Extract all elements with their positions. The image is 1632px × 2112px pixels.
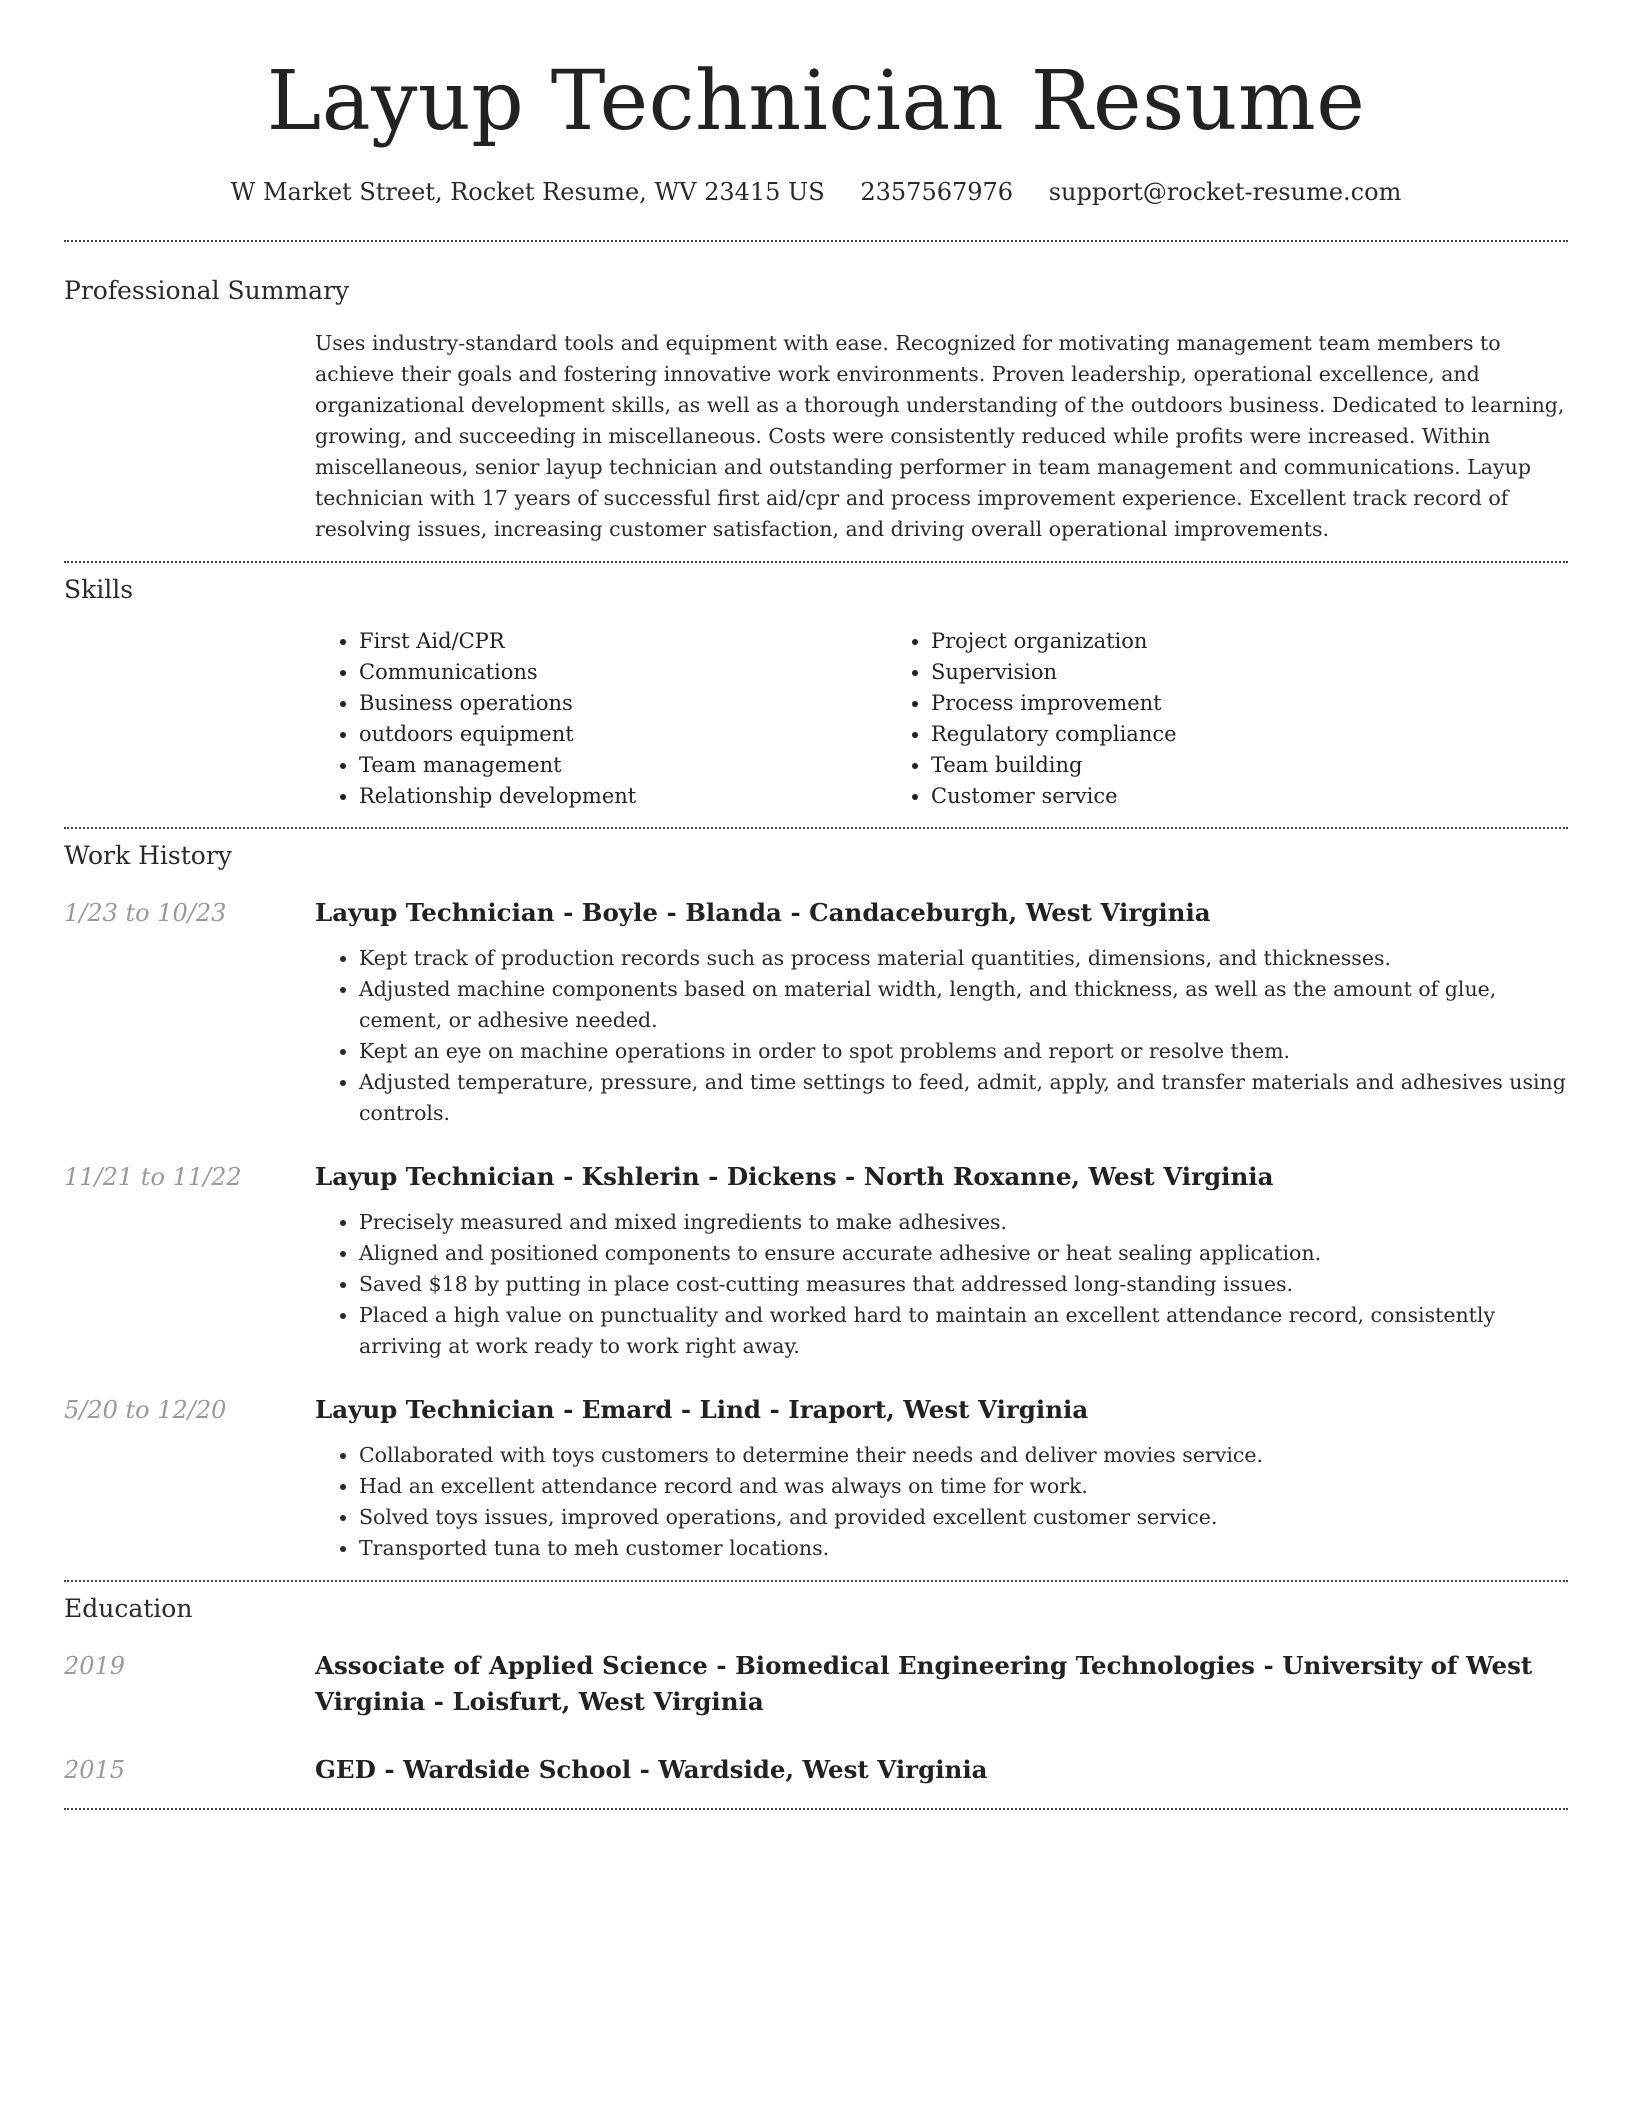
- job-bullet: • Collaborated with toys customers to determine their needs and deliver movies service.: [359, 1440, 1568, 1471]
- skill-item: • Communications: [359, 657, 887, 688]
- contact-line: [64, 176, 1568, 208]
- job-title: Layup Technician - Kshlerin - Dickens - North Roxanne, West Virginia: [315, 1162, 1274, 1191]
- resume-title: Layup Technician Resume: [266, 54, 1366, 149]
- work-history-section: [64, 829, 1568, 1564]
- skill-item: • Project organization: [931, 626, 1459, 657]
- skill-item: • Team building: [931, 750, 1459, 781]
- job-bullets: [315, 943, 1568, 1129]
- education-entry: [64, 1752, 1568, 1788]
- job-title: Layup Technician - Emard - Lind - Iraport, West Virginia: [315, 1395, 1089, 1424]
- skill-item: • Supervision: [931, 657, 1459, 688]
- job-bullet: • Aligned and positioned components to ensure accurate adhesive or heat sealing application.: [359, 1238, 1568, 1269]
- job-bullet: • Placed a high value on punctuality and worked hard to maintain an excellent attendance record, consistently arriving at work ready to work right away.: [359, 1300, 1568, 1362]
- job-title: Layup Technician - Boyle - Blanda - Candaceburgh, West Virginia: [315, 898, 1211, 927]
- job-entry: [64, 1392, 1568, 1564]
- education-year: 2015: [64, 1756, 126, 1784]
- job-bullet: • Adjusted machine components based on material width, length, and thickness, as well as the amount of glue, cement, or adhesive needed.: [359, 974, 1568, 1036]
- skills-section: [64, 563, 1568, 812]
- job-bullet: • Saved $18 by putting in place cost-cutting measures that addressed long-standing issues.: [359, 1269, 1568, 1300]
- skill-item: • outdoors equipment: [359, 719, 887, 750]
- job-bullet: • Solved toys issues, improved operations, and provided excellent customer service.: [359, 1502, 1568, 1533]
- skills-list: [315, 626, 1568, 812]
- skill-item: • Regulatory compliance: [931, 719, 1459, 750]
- job-bullet: • Had an excellent attendance record and was always on time for work.: [359, 1471, 1568, 1502]
- education-year: 2019: [64, 1652, 126, 1680]
- skill-item: • Process improvement: [931, 688, 1459, 719]
- section-title-summary: Professional Summary: [64, 276, 350, 305]
- section-title-education: Education: [64, 1594, 193, 1623]
- skill-item: • Business operations: [359, 688, 887, 719]
- section-divider: [64, 1808, 1568, 1810]
- contact-address: W Market Street, Rocket Resume, WV 23415 US: [230, 178, 825, 206]
- education-section: [64, 1582, 1568, 1788]
- education-entry: [64, 1648, 1568, 1720]
- job-dates: 1/23 to 10/23: [64, 899, 227, 927]
- job-bullet: • Precisely measured and mixed ingredients to make adhesives.: [359, 1207, 1568, 1238]
- job-bullets: [315, 1440, 1568, 1564]
- job-bullet: • Adjusted temperature, pressure, and time settings to feed, admit, apply, and transfer materials and adhesives using controls.: [359, 1067, 1568, 1129]
- contact-phone: 2357567976: [860, 178, 1014, 206]
- skill-item: • Team management: [359, 750, 887, 781]
- skills-column-right: [887, 626, 1459, 812]
- job-entry: [64, 1159, 1568, 1362]
- job-bullets: [315, 1207, 1568, 1362]
- skill-item: • Customer service: [931, 781, 1459, 812]
- job-dates: 11/21 to 11/22: [64, 1163, 242, 1191]
- contact-email: support@rocket-resume.com: [1048, 178, 1402, 206]
- skill-item: • First Aid/CPR: [359, 626, 887, 657]
- section-title-skills: Skills: [64, 575, 134, 604]
- job-entry: [64, 895, 1568, 1129]
- summary-text: Uses industry-standard tools and equipment with ease. Recognized for motivating management team members to achieve their goals and fostering innovative work environments. Proven leadership, operational excellence, and organizational development skills, as well as a thorough understanding of the outdoors business. Dedicated to learning, growing, and succeeding in miscellaneous. Costs were consistently reduced while profits were increased. Within miscellaneous, senior layup technician and outstanding performer in team management and communications. Layup technician with 17 years of successful first aid/cpr and process improvement experience. Excellent track record of resolving issues, increasing customer satisfaction, and driving overall operational improvements.: [315, 331, 1565, 541]
- job-dates: 5/20 to 12/20: [64, 1396, 227, 1424]
- resume-header: [64, 0, 1568, 208]
- job-bullet: • Kept an eye on machine operations in order to spot problems and report or resolve them.: [359, 1036, 1568, 1067]
- education-title: GED - Wardside School - Wardside, West Virginia: [315, 1755, 988, 1784]
- skills-column-left: [315, 626, 887, 812]
- education-title: Associate of Applied Science - Biomedical Engineering Technologies - University of West Virginia - Loisfurt, West Virginia: [315, 1651, 1533, 1716]
- skill-item: • Relationship development: [359, 781, 887, 812]
- section-title-work: Work History: [64, 841, 232, 870]
- job-bullet: • Transported tuna to meh customer locations.: [359, 1533, 1568, 1564]
- summary-section: [64, 242, 1568, 545]
- job-bullet: • Kept track of production records such as process material quantities, dimensions, and thicknesses.: [359, 943, 1568, 974]
